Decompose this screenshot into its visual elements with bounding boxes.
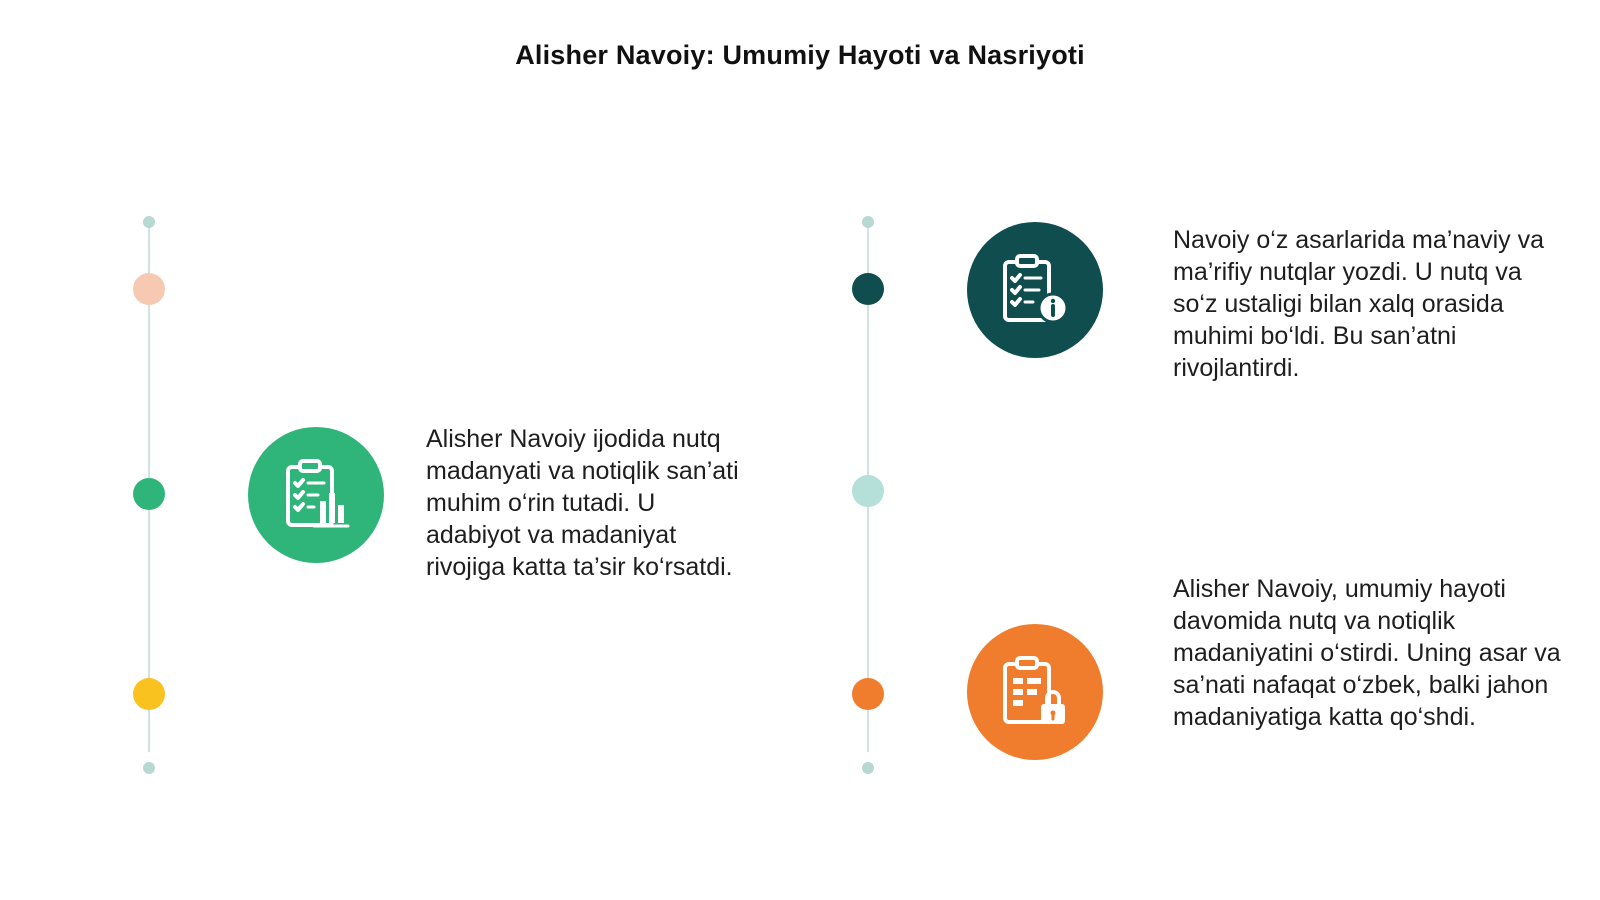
clipboard-chart-icon [278,457,354,533]
badge-teal [967,222,1103,358]
badge-orange [967,624,1103,760]
clipboard-info-icon [997,252,1073,328]
badge-green [248,427,384,563]
left-timeline-dot-peach [133,273,165,305]
page-title: Alisher Navoiy: Umumiy Hayoti va Nasriyoti [515,40,1085,70]
left-timeline-dot-yellow [133,678,165,710]
item-text-3: Alisher Navoiy, umumiy hayoti davomida nutq va notiqlik madaniyatini o‘stirdi. Uning asar va sa’nati nafaqat o‘zbek, balki jahon madaniyatiga katta qo‘shdi. [1173,575,1561,731]
right-timeline-dot-mint [852,475,884,507]
right-timeline-dot-teal [852,273,884,305]
left-timeline-dot-green [133,478,165,510]
right-timeline-dot-orange [852,678,884,710]
clipboard-lock-icon [997,654,1073,730]
item-text-2: Navoiy o‘z asarlarida ma’naviy va ma’rifiy nutqlar yozdi. U nutq va so‘z ustaligi bilan xalq orasida muhimi bo‘ldi. Bu san’atni rivojlantirdi. [1173,226,1544,382]
left-timeline-bottom-cap [143,762,155,774]
item-text-1: Alisher Navoiy ijodida nutq madanyati va notiqlik san’ati muhim o‘rin tutadi. U adabiyot va madaniyat rivojiga katta ta’sir ko‘rsatdi. [426,425,739,581]
left-timeline-top-cap [143,216,155,228]
right-timeline-bottom-cap [862,762,874,774]
right-timeline-top-cap [862,216,874,228]
